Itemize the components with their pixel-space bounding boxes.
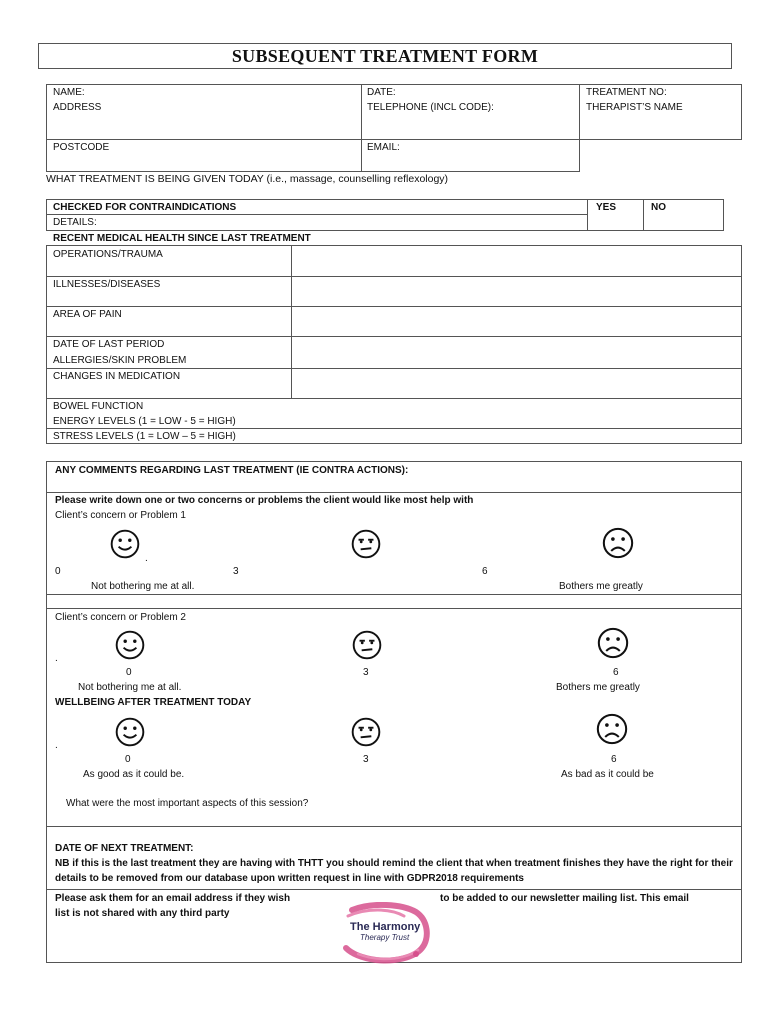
problem1-smile-icon[interactable]	[109, 528, 141, 560]
problem2-sad-icon[interactable]	[596, 626, 630, 660]
problem1-score-3: 3	[233, 566, 239, 577]
operations-field[interactable]: OPERATIONS/TRAUMA	[53, 249, 163, 260]
telephone-field[interactable]: TELEPHONE (INCL CODE):	[367, 102, 494, 113]
contra-yes-checkbox[interactable]: YES	[596, 202, 617, 213]
problem2-right-caption: Bothers me greatly	[556, 682, 640, 693]
wellbeing-right-caption: As bad as it could be	[561, 769, 654, 780]
wellbeing-smile-icon[interactable]	[114, 716, 146, 748]
problem1-sad-icon[interactable]	[601, 526, 635, 560]
postcode-email-row	[46, 139, 580, 172]
therapist-field[interactable]: THERAPIST’S NAME	[586, 102, 683, 113]
problem2-dot: .	[55, 653, 58, 664]
contra-details-field[interactable]: DETAILS:	[53, 217, 97, 228]
problem2-left-caption: Not bothering me at all.	[78, 682, 182, 693]
email-request-left: Please ask them for an email address if they wish	[55, 893, 291, 904]
wellbeing-dot: .	[55, 740, 58, 751]
gdpr-notice: NB if this is the last treatment they are having with THTT you should remind the client that when treatment finishes they have the right for their details to be removed from our database upon written request in line with GDPR2018 requirements	[55, 858, 733, 884]
problem2-score-3: 3	[363, 667, 369, 678]
wellbeing-heading: WELLBEING AFTER TREATMENT TODAY	[55, 697, 252, 708]
problem2-smile-icon[interactable]	[114, 629, 146, 661]
email-field[interactable]: EMAIL:	[367, 142, 400, 153]
session-question[interactable]: What were the most important aspects of this session?	[66, 798, 309, 809]
wellbeing-score-0: 0	[125, 754, 131, 765]
logo-line-1: The Harmony	[350, 921, 421, 933]
concerns-intro: Please write down one or two concerns or problems the client would like most help with	[55, 495, 474, 506]
email-request-end: list is not shared with any third party	[55, 908, 230, 919]
email-request-right: to be added to our newsletter mailing list. This email	[440, 893, 689, 904]
wellbeing-score-3: 3	[363, 754, 369, 765]
pain-area-field[interactable]: AREA OF PAIN	[53, 309, 122, 320]
postcode-field[interactable]: POSTCODE	[53, 142, 110, 153]
contraindications-label: CHECKED FOR CONTRAINDICATIONS	[53, 202, 237, 213]
comments-field[interactable]: ANY COMMENTS REGARDING LAST TREATMENT (IE CONTRA ACTIONS):	[55, 465, 409, 476]
bowel-function-field[interactable]: BOWEL FUNCTION	[53, 401, 144, 412]
medical-heading: RECENT MEDICAL HEALTH SINCE LAST TREATMENT	[53, 233, 311, 244]
harmony-therapy-trust-logo	[338, 902, 434, 964]
wellbeing-sad-icon[interactable]	[595, 712, 629, 746]
wellbeing-left-caption: As good as it could be.	[83, 769, 185, 780]
assessment-section	[46, 461, 742, 963]
wellbeing-score-6: 6	[611, 754, 617, 765]
medication-field[interactable]: CHANGES IN MEDICATION	[53, 371, 181, 382]
problem1-score-6: 6	[482, 566, 488, 577]
problem1-label[interactable]: Client’s concern or Problem 1	[55, 510, 186, 521]
problem2-neutral-icon[interactable]	[351, 629, 383, 661]
contra-no-checkbox[interactable]: NO	[651, 202, 666, 213]
problem1-right-caption: Bothers me greatly	[559, 581, 643, 592]
problem1-left-caption: Not bothering me at all.	[91, 581, 195, 592]
illnesses-field[interactable]: ILLNESSES/DISEASES	[53, 279, 161, 290]
energy-levels-field[interactable]: ENERGY LEVELS (1 = LOW - 5 = HIGH)	[53, 416, 236, 427]
last-period-field[interactable]: DATE OF LAST PERIOD	[53, 339, 165, 350]
allergies-field[interactable]: ALLERGIES/SKIN PROBLEM	[53, 355, 187, 366]
treatment-today-question: WHAT TREATMENT IS BEING GIVEN TODAY (i.e., massage, counselling reflexology)	[46, 173, 449, 185]
stress-levels-field[interactable]: STRESS LEVELS (1 = LOW – 5 = HIGH)	[53, 431, 236, 442]
logo-line-2: Therapy Trust	[360, 933, 410, 942]
date-field[interactable]: DATE:	[367, 87, 396, 98]
treatment-no-field[interactable]: TREATMENT NO:	[586, 87, 667, 98]
form-title: SUBSEQUENT TREATMENT FORM	[38, 43, 732, 69]
problem2-label[interactable]: Client’s concern or Problem 2	[55, 612, 186, 623]
problem1-dot: .	[145, 553, 148, 564]
wellbeing-neutral-icon[interactable]	[350, 716, 382, 748]
address-field[interactable]: ADDRESS	[53, 102, 102, 113]
problem1-neutral-icon[interactable]	[350, 528, 382, 560]
next-treatment-field[interactable]: DATE OF NEXT TREATMENT:	[55, 843, 194, 854]
problem2-score-6: 6	[613, 667, 619, 678]
problem1-score-0: 0	[55, 566, 61, 577]
name-field[interactable]: NAME:	[53, 87, 85, 98]
problem2-score-0: 0	[126, 667, 132, 678]
